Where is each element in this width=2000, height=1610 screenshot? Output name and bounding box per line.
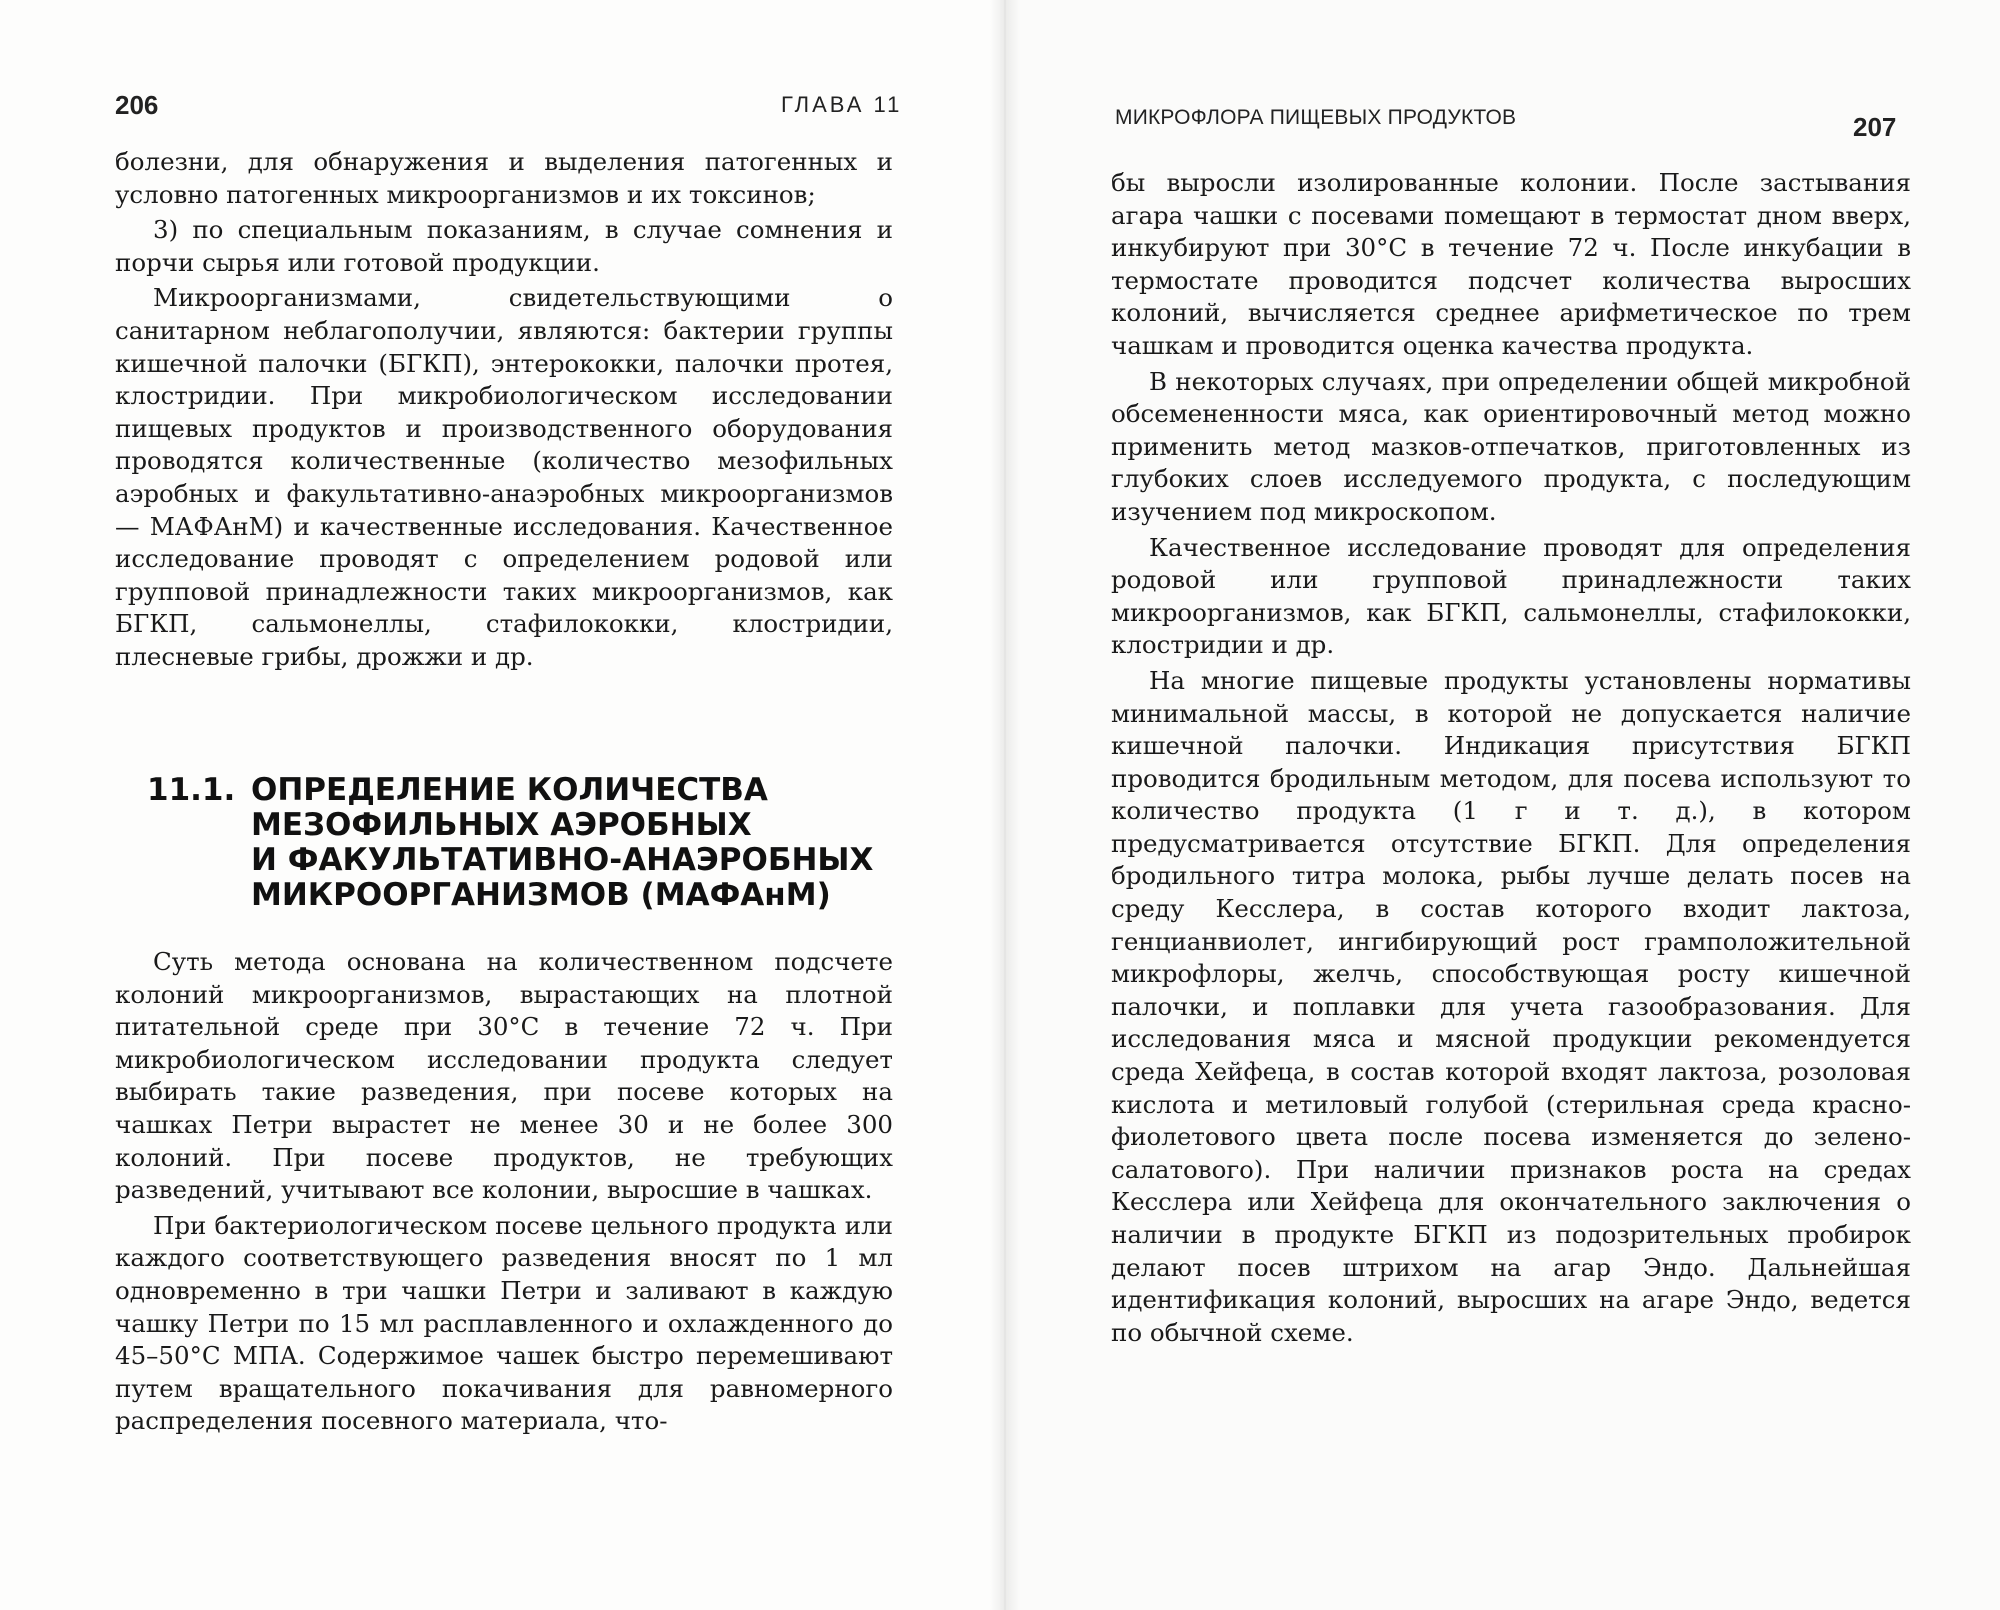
right-page-number: 207 <box>1853 112 1897 142</box>
right-text <box>1111 167 1911 1352</box>
paragraph: Микроорганизмами, свидетельствующими о санитарном неблагополучии, являются: бактерии группы кишечной палочки (БГКП), энтерококки, палочки протея, клостридии. При микробиологическом исследовании пищевых продуктов и производственного оборудования проводятся количественные (количество мезофильных аэробных и факультативно-анаэробных микроорганизмов — МАФАнМ) и качественные исследования. Качественное исследование проводят с определением родовой или групповой принадлежности таких микроорганизмов, как БГКП, сальмонеллы, стафилококки, клостридии, плесневые грибы, дрожжи и др. <box>115 283 893 671</box>
left-running-head: ГЛАВА 11 <box>781 92 903 117</box>
right-running-head: МИКРОФЛОРА ПИЩЕВЫХ ПРОДУКТОВ <box>1115 106 1517 129</box>
paragraph: В некоторых случаях, при определении общей микробной обсемененности мяса, как ориентировочный метод можно применить метод мазков-отпечатков, приготовленных из глубоких слоев исследуемого продукта, с последующим изучением под микроскопом. <box>1111 366 1911 526</box>
section-title <box>251 773 891 913</box>
paragraph: Суть метода основана на количественном подсчете колоний микроорганизмов, вырастающих на плотной питательной среде при 30°С в течение 72 ч. При микробиологическом исследовании продукта следует выбирать такие разведения, при посеве которых на чашках Петри вырастет не менее 30 и не более 300 колоний. При посеве продуктов, не требующих разведений, учитывают все колонии, выросшие в чашках. <box>115 947 893 1205</box>
left-text-bottom <box>115 946 893 1441</box>
left-text-top <box>115 146 893 677</box>
paragraph: бы выросли изолированные колонии. После застывания агара чашки с посевами помещают в термостат дном вверх, инкубируют при 30°С в течение 72 ч. После инкубации в термостате проводится подсчет количества выросших колоний, вычисляется среднее арифметическое по трем чашкам и проводится оценка качества продукта. <box>1111 168 1911 360</box>
section-title-line: МИКРООРГАНИЗМОВ (МАФАнМ) <box>251 877 831 913</box>
section-title-line: ОПРЕДЕЛЕНИЕ КОЛИЧЕСТВА <box>251 772 768 808</box>
section-title-line: МЕЗОФИЛЬНЫХ АЭРОБНЫХ <box>251 807 752 843</box>
section-number: 11.1. <box>147 772 236 808</box>
section-title-line: И ФАКУЛЬТАТИВНО-АНАЭРОБНЫХ <box>251 842 874 878</box>
paragraph: 3) по специальным показаниям, в случае сомнения и порчи сырья или готовой продукции. <box>115 215 893 277</box>
paragraph: болезни, для обнаружения и выделения патогенных и условно патогенных микроорганизмов и их токсинов; <box>115 147 893 209</box>
paragraph: Качественное исследование проводят для определения родовой или групповой принадлежности таких микроорганизмов, как БГКП, сальмонеллы, стафилококки, клостридии и др. <box>1111 532 1911 660</box>
right-page <box>1000 0 2000 1610</box>
paragraph: При бактериологическом посеве цельного продукта или каждого соответствующего разведения вносят по 1 мл одновременно в три чашки Петри и заливают в каждую чашку Петри по 15 мл расплавленного и охлажденного до 45–50°С МПА. Содержимое чашек быстро перемешивают путем вращательного покачивания для равномерного распределения посевного материала, что- <box>115 1210 893 1436</box>
left-page-number: 206 <box>115 90 159 120</box>
book-gutter <box>990 0 1020 1610</box>
paragraph: На многие пищевые продукты установлены нормативы минимальной массы, в которой не допускается наличие кишечной палочки. Индикация присутствия БГКП проводится бродильным методом, для посева используют то количество продукта (1 г и т. д.), в котором предусматривается отсутствие БГКП. Для определения бродильного титра молока, рыбы лучше делать посев на среду Кесслера, в состав которого входит лактоза, генцианвиолет, ингибирующий рост грамположительной микрофлоры, желчь, способствующая росту кишечной палочки, и поплавки для учета газообразования. Для исследования мяса и мясной продукции рекомендуется среда Хейфеца, в состав которой входят лактоза, розоловая кислота и метиловый голубой (стерильная среда красно-фиолетового цвета после посева изменяется до зелено-салатового). При наличии признаков роста на средах Кесслера или Хейфеца для окончательного заключения о наличии в продукте БГКП из подозрительных пробирок делают посев штрихом на агар Эндо. Дальнейшая идентификация колоний, выросших на агаре Эндо, ведется по обычной схеме. <box>1111 665 1911 1347</box>
